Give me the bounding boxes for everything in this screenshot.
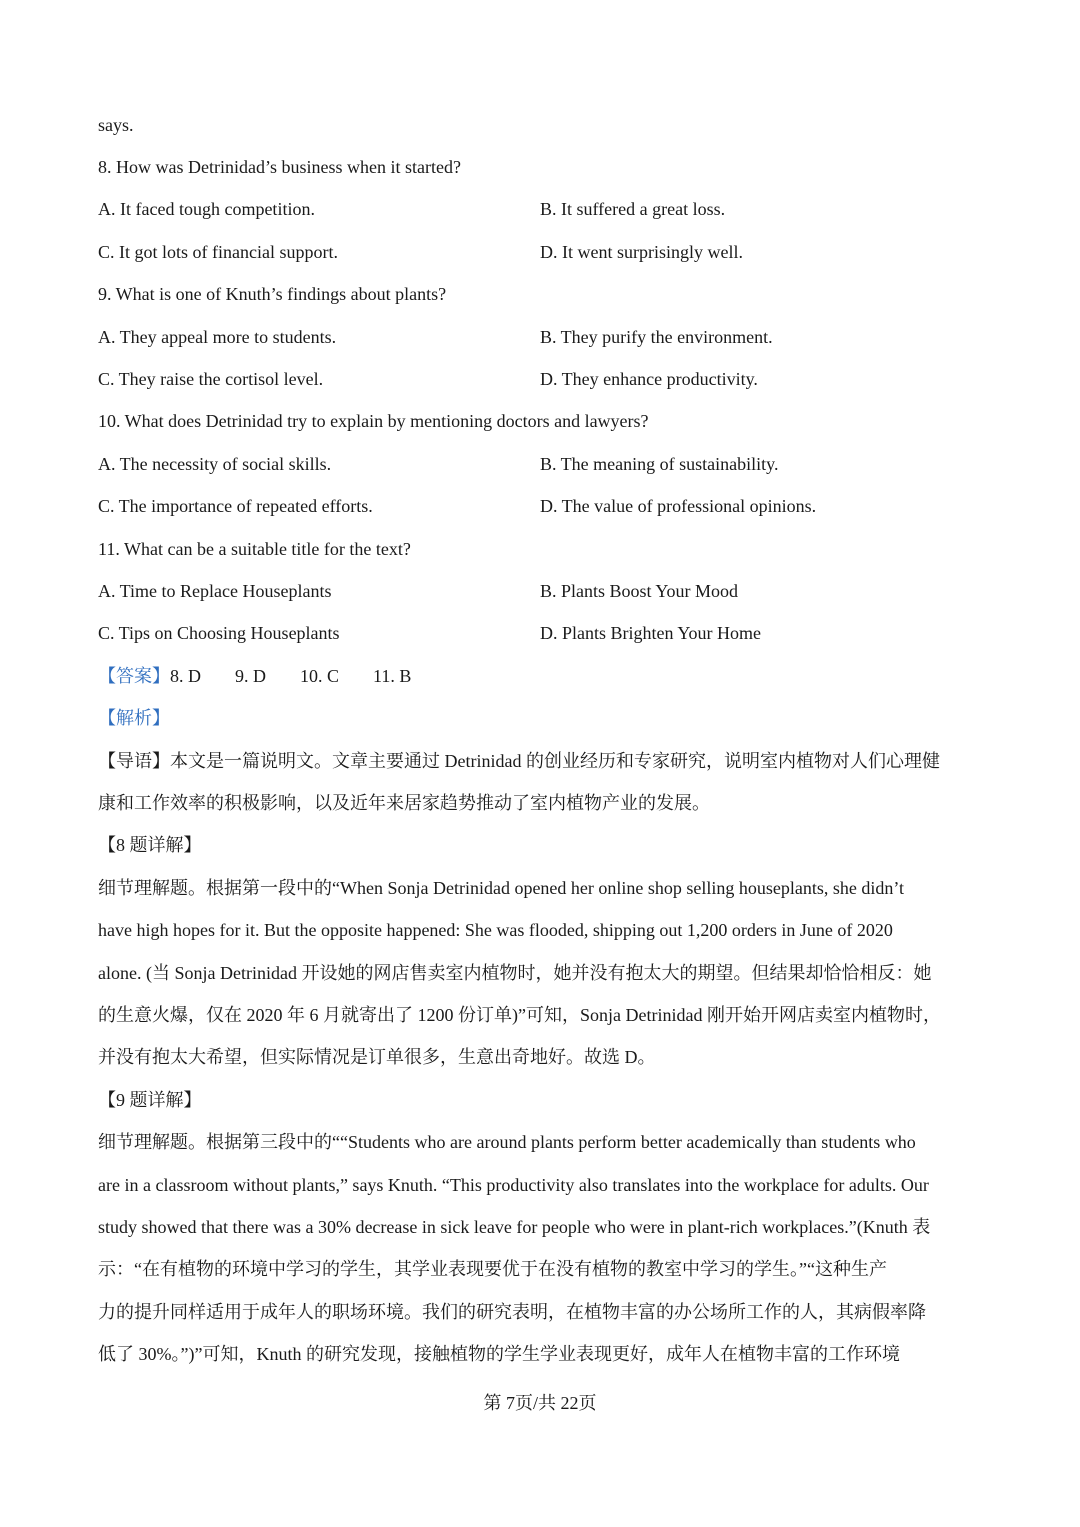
answer-10: 10. C bbox=[300, 666, 340, 686]
question-9-option-a: A. They appeal more to students. bbox=[98, 327, 337, 347]
detail-8-line: 的生意火爆，仅在 2020 年 6 月就寄出了 1200 份订单)”可知，Sonja Detrinidad 刚开始开网店卖室内植物时， bbox=[98, 1005, 941, 1025]
question-10-stem: 10. What does Detrinidad try to explain by mentioning doctors and lawyers? bbox=[98, 411, 649, 431]
detail-8-line: 细节理解题。根据第一段中的“When Sonja Detrinidad opened her online shop selling houseplants, she didn’t bbox=[98, 878, 905, 898]
detail-8-line: 并没有抱太大希望，但实际情况是订单很多，生意出奇地好。故选 D。 bbox=[98, 1047, 656, 1067]
question-11-option-a: A. Time to Replace Houseplants bbox=[98, 581, 332, 601]
question-10-option-c: C. The importance of repeated efforts. bbox=[98, 496, 373, 516]
question-8-option-d: D. It went surprisingly well. bbox=[540, 242, 743, 262]
question-10-option-a: A. The necessity of social skills. bbox=[98, 454, 332, 474]
question-8-stem: 8. How was Detrinidad’s business when it started? bbox=[98, 157, 461, 177]
question-11-option-c: C. Tips on Choosing Houseplants bbox=[98, 623, 340, 643]
answer-9: 9. D bbox=[235, 666, 266, 686]
detail-9-line: 力的提升同样适用于成年人的职场环境。我们的研究表明，在植物丰富的办公场所工作的人，其病假率降 bbox=[98, 1302, 926, 1322]
detail-9-line: study showed that there was a 30% decrease in sick leave for people who were in plant-rich workplaces.”(Knuth 表 bbox=[98, 1217, 931, 1237]
question-11-stem: 11. What can be a suitable title for the text? bbox=[98, 539, 411, 559]
answer-row bbox=[98, 665, 445, 687]
question-9-option-b: B. They purify the environment. bbox=[540, 327, 773, 347]
question-11-option-b: B. Plants Boost Your Mood bbox=[540, 581, 739, 601]
detail-8-line: alone. (当 Sonja Detrinidad 开设她的网店售卖室内植物时，她并没有抱太大的期望。但结果却恰恰相反：她 bbox=[98, 963, 932, 983]
guide-line-1: 【导语】本文是一篇说明文。文章主要通过 Detrinidad 的创业经历和专家研究，说明室内植物对人们心理健 bbox=[98, 751, 940, 771]
question-8-option-b: B. It suffered a great loss. bbox=[540, 199, 726, 219]
detail-9-line: 细节理解题。根据第三段中的““Students who are around plants perform better academically than students who bbox=[98, 1132, 916, 1152]
question-9-option-c: C. They raise the cortisol level. bbox=[98, 369, 324, 389]
intro-tail: says. bbox=[98, 115, 134, 135]
guide-line-2: 康和工作效率的积极影响，以及近年来居家趋势推动了室内植物产业的发展。 bbox=[98, 793, 710, 813]
detail-9-line: 低了 30%。”)”可知，Knuth 的研究发现，接触植物的学生学业表现更好，成年人在植物丰富的工作环境 bbox=[98, 1344, 900, 1364]
answer-11: 11. B bbox=[373, 666, 412, 686]
page-footer: 第 7页/共 22页 bbox=[483, 1393, 597, 1413]
detail-9-line: 示：“在有植物的环境中学习的学生，其学业表现要优于在没有植物的教室中学习的学生。”“这种生产 bbox=[98, 1259, 887, 1279]
question-9-option-d: D. They enhance productivity. bbox=[540, 369, 758, 389]
answer-8: 8. D bbox=[170, 666, 201, 686]
detail-8-line: have high hopes for it. But the opposite happened: She was flooded, shipping out 1,200 orders in June of 2020 bbox=[98, 920, 893, 940]
question-9-stem: 9. What is one of Knuth’s findings about plants? bbox=[98, 284, 447, 304]
question-11-option-d: D. Plants Brighten Your Home bbox=[540, 623, 762, 643]
question-8-option-a: A. It faced tough competition. bbox=[98, 199, 315, 219]
detail-9-line: are in a classroom without plants,” says Knuth. “This productivity also translates into the workplace for adults. Our bbox=[98, 1175, 929, 1195]
question-10-option-d: D. The value of professional opinions. bbox=[540, 496, 817, 516]
answer-label: 【答案】 bbox=[98, 666, 170, 686]
detail-8-title: 【8 题详解】 bbox=[98, 835, 202, 855]
analysis-label: 【解析】 bbox=[98, 708, 170, 728]
detail-9-title: 【9 题详解】 bbox=[98, 1090, 202, 1110]
question-10-option-b: B. The meaning of sustainability. bbox=[540, 454, 779, 474]
question-8-option-c: C. It got lots of financial support. bbox=[98, 242, 338, 262]
